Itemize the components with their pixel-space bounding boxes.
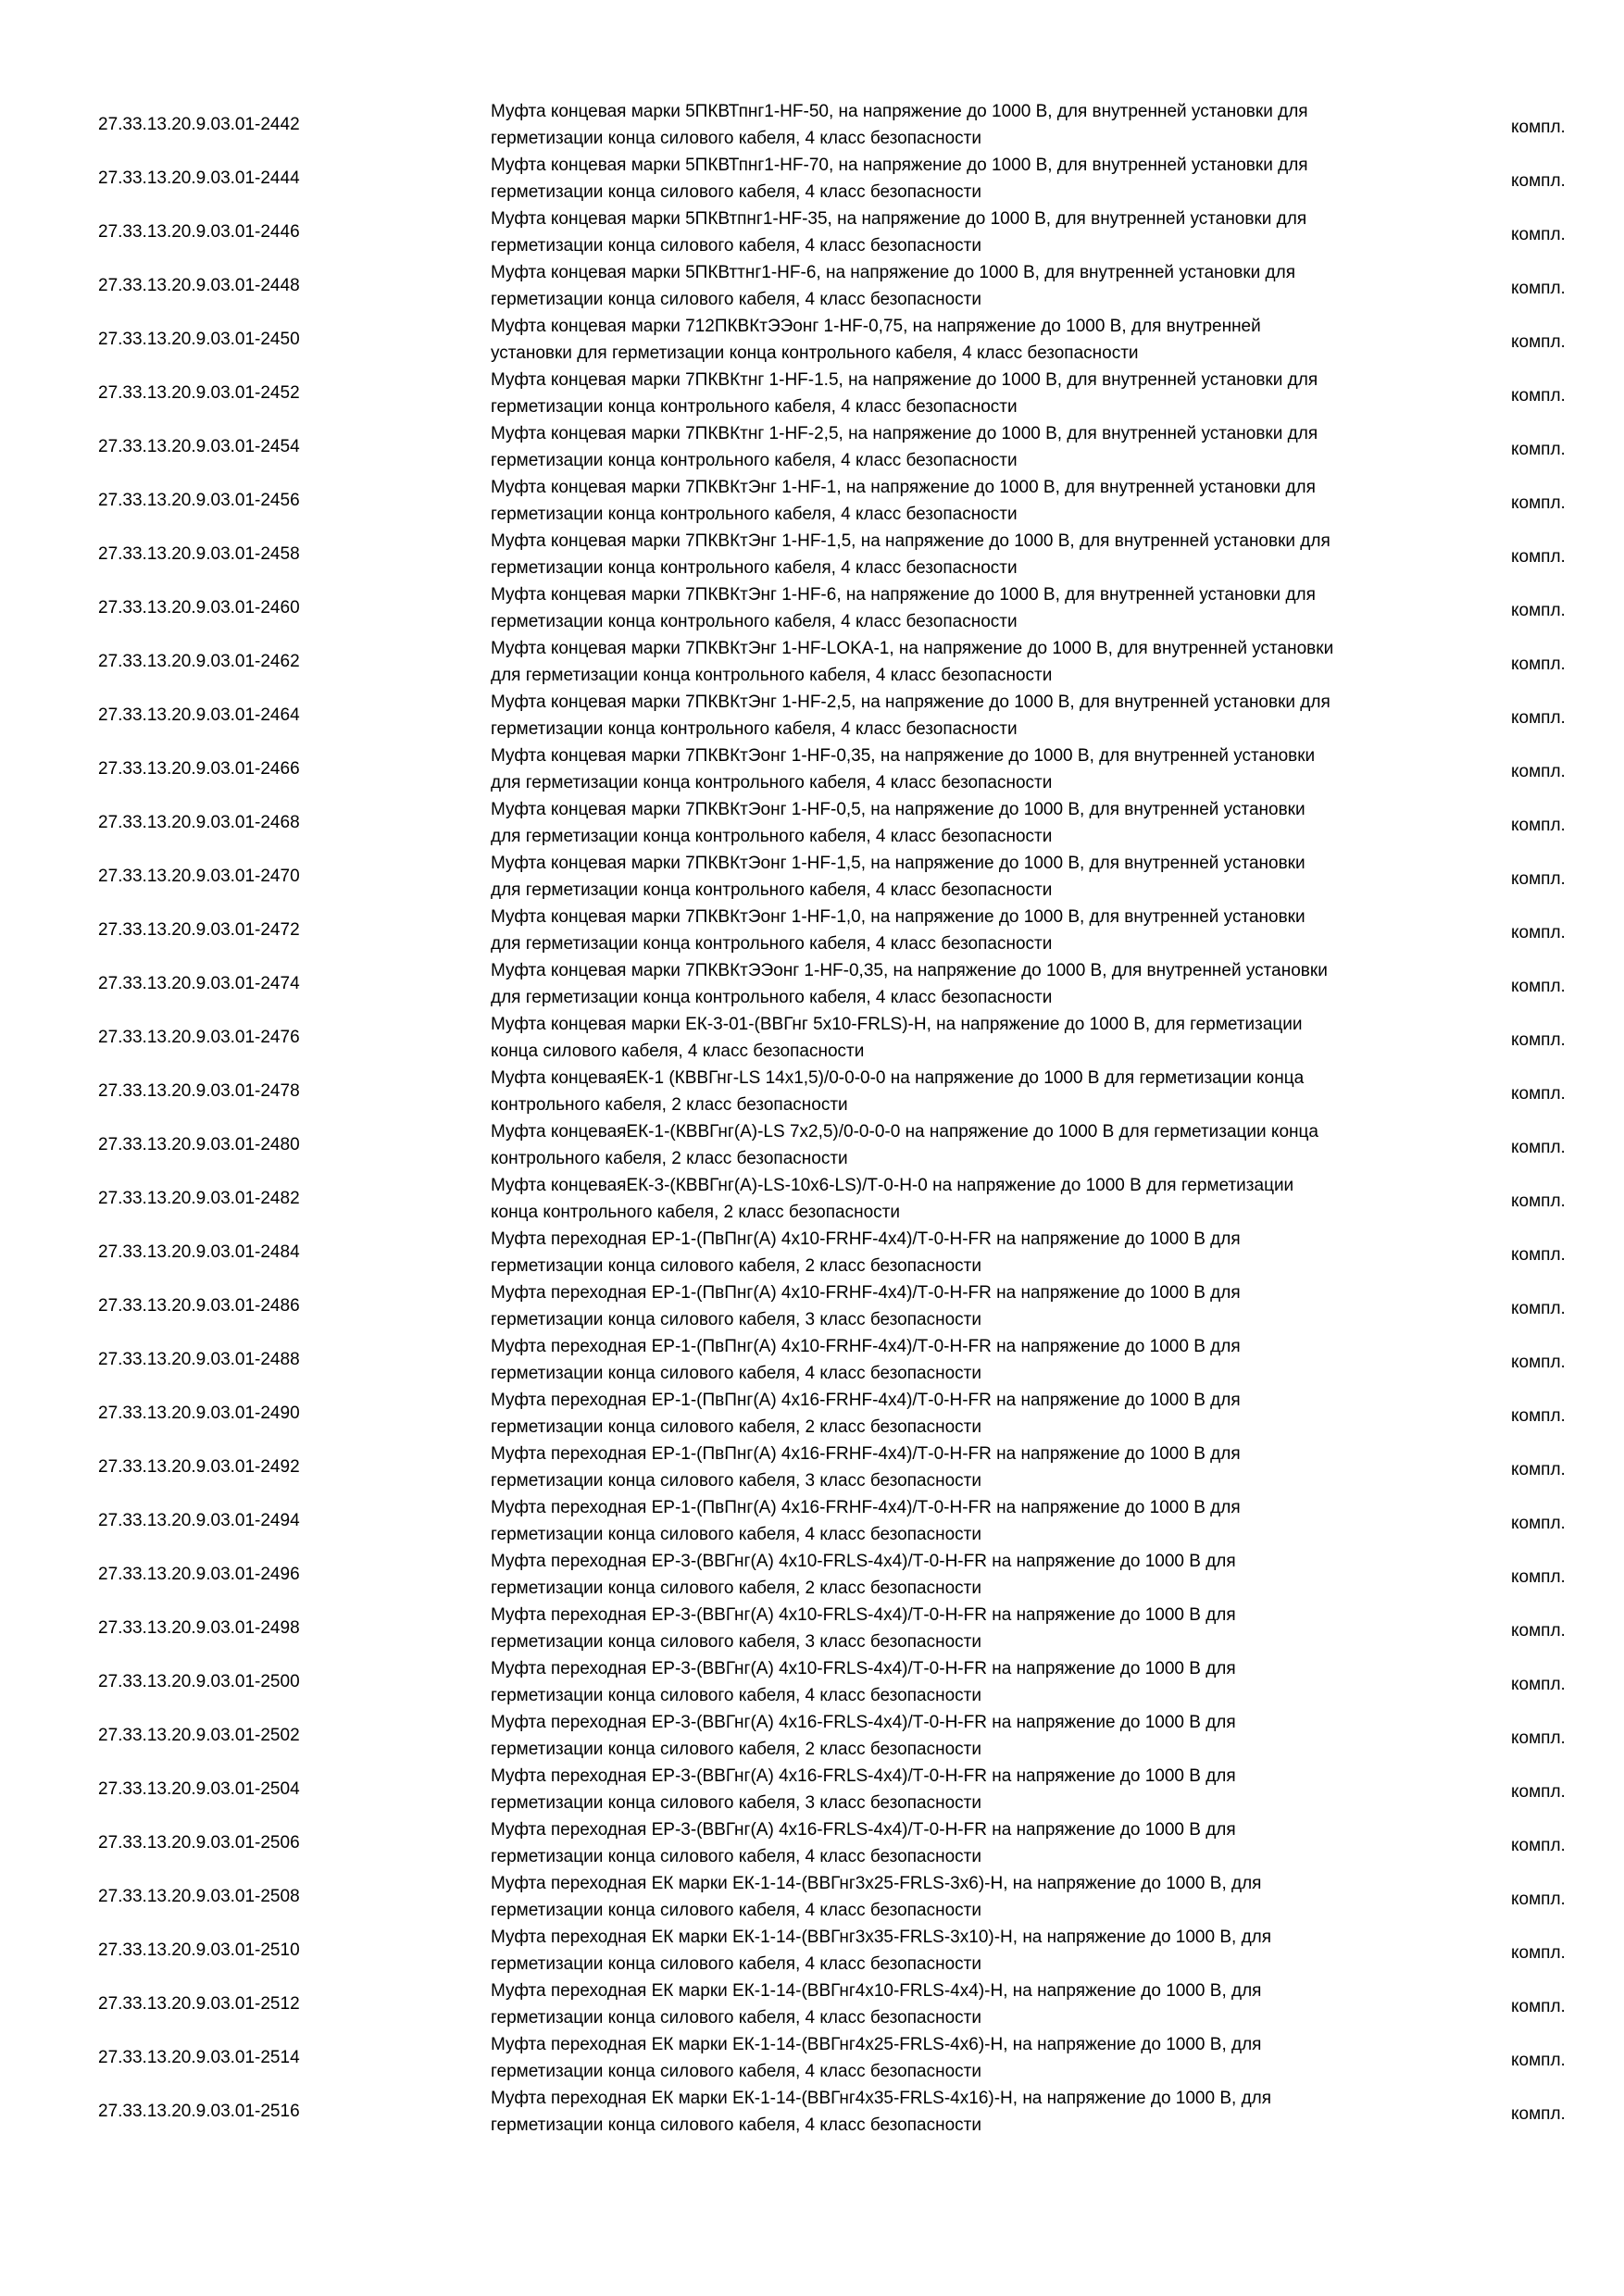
item-unit: компл. — [1511, 869, 1566, 889]
item-unit: компл. — [1511, 1299, 1566, 1318]
item-code: 27.33.13.20.9.03.01-2484 — [98, 1242, 300, 1262]
item-unit: компл. — [1511, 1567, 1566, 1587]
item-description — [491, 1494, 1454, 1548]
item-description — [491, 1011, 1454, 1065]
item-unit: компл. — [1511, 1621, 1566, 1641]
item-unit: компл. — [1511, 1997, 1566, 2016]
description-line: Муфта переходная ЕК марки ЕК-1-14-(ВВГнг4х10-FRLS-4х4)-Н, на напряжение до 1000 В, для — [491, 1981, 1262, 2001]
description-line: Муфта концевая марки 712ПКВКтЭЭонг 1-HF-0,75, на напряжение до 1000 В, для внутренней — [491, 317, 1261, 336]
item-code: 27.33.13.20.9.03.01-2452 — [98, 383, 300, 403]
table-row — [0, 1763, 1624, 1816]
item-code: 27.33.13.20.9.03.01-2478 — [98, 1081, 300, 1101]
description-line: герметизации конца силового кабеля, 4 класс безопасности — [491, 1847, 981, 1866]
item-code: 27.33.13.20.9.03.01-2488 — [98, 1350, 300, 1369]
item-unit: компл. — [1511, 1353, 1566, 1372]
item-description — [491, 2031, 1454, 2085]
item-unit: компл. — [1511, 1084, 1566, 1104]
item-code: 27.33.13.20.9.03.01-2510 — [98, 1940, 300, 1960]
description-line: Муфта концевая марки 7ПКВКтЭнг 1-HF-6, на напряжение до 1000 В, для внутренней установки для — [491, 585, 1316, 605]
item-code: 27.33.13.20.9.03.01-2458 — [98, 544, 300, 564]
description-line: герметизации конца контрольного кабеля, 4 класс безопасности — [491, 612, 1018, 631]
table-row — [0, 259, 1624, 313]
description-line: Муфта концевая марки 7ПКВКтЭЭонг 1-HF-0,35, на напряжение до 1000 В, для внутренней установки — [491, 961, 1328, 980]
description-line: герметизации конца силового кабеля, 4 класс безопасности — [491, 236, 981, 256]
table-row — [0, 1333, 1624, 1387]
table-row — [0, 420, 1624, 474]
description-line: герметизации конца силового кабеля, 4 класс безопасности — [491, 2062, 981, 2081]
description-line: Муфта концевая марки 7ПКВКтЭнг 1-HF-1, на напряжение до 1000 В, для внутренней установки для — [491, 478, 1316, 497]
item-code: 27.33.13.20.9.03.01-2492 — [98, 1457, 300, 1477]
item-code: 27.33.13.20.9.03.01-2442 — [98, 115, 300, 134]
item-unit: компл. — [1511, 655, 1566, 674]
item-unit: компл. — [1511, 1192, 1566, 1211]
description-line: герметизации конца силового кабеля, 3 класс безопасности — [491, 1310, 981, 1329]
description-line: Муфта концевая марки 7ПКВКтЭонг 1-HF-0,5, на напряжение до 1000 В, для внутренней установки — [491, 800, 1305, 819]
item-code: 27.33.13.20.9.03.01-2506 — [98, 1833, 300, 1853]
table-row — [0, 1441, 1624, 1494]
item-description — [491, 367, 1454, 420]
item-unit: компл. — [1511, 1406, 1566, 1426]
description-line: герметизации конца контрольного кабеля, 4 класс безопасности — [491, 397, 1018, 417]
item-description — [491, 1333, 1454, 1387]
table-row — [0, 1709, 1624, 1763]
item-description — [491, 152, 1454, 206]
table-row — [0, 742, 1624, 796]
table-row — [0, 2031, 1624, 2085]
item-code: 27.33.13.20.9.03.01-2468 — [98, 813, 300, 832]
item-description — [491, 850, 1454, 904]
description-line: Муфта концевая марки 5ПКВтпнг1-HF-35, на напряжение до 1000 В, для внутренней установки для — [491, 209, 1307, 229]
description-line: Муфта концевая марки 7ПКВКтнг 1-HF-1.5, на напряжение до 1000 В, для внутренней установки для — [491, 370, 1318, 390]
description-line: герметизации конца силового кабеля, 4 класс безопасности — [491, 1954, 981, 1974]
item-description — [491, 581, 1454, 635]
description-line: Муфта концевая марки 5ПКВттнг1-HF-6, на напряжение до 1000 В, для внутренней установки для — [491, 263, 1295, 282]
price-table — [0, 98, 1624, 2139]
table-row — [0, 1978, 1624, 2031]
item-code: 27.33.13.20.9.03.01-2504 — [98, 1779, 300, 1799]
item-unit: компл. — [1511, 1728, 1566, 1748]
item-code: 27.33.13.20.9.03.01-2516 — [98, 2102, 300, 2121]
description-line: Муфта переходная ЕР-3-(ВВГнг(А) 4х16-FRLS-4х4)/Т-0-Н-FR на напряжение до 1000 В для — [491, 1766, 1236, 1786]
item-code: 27.33.13.20.9.03.01-2502 — [98, 1726, 300, 1745]
table-row — [0, 1548, 1624, 1602]
description-line: герметизации конца силового кабеля, 4 класс безопасности — [491, 129, 981, 148]
item-unit: компл. — [1511, 332, 1566, 352]
item-unit: компл. — [1511, 1460, 1566, 1479]
item-unit: компл. — [1511, 1030, 1566, 1050]
table-row — [0, 1494, 1624, 1548]
table-row — [0, 206, 1624, 259]
item-description — [491, 1118, 1454, 1172]
item-description — [491, 206, 1454, 259]
item-unit: компл. — [1511, 118, 1566, 137]
table-row — [0, 1387, 1624, 1441]
description-line: Муфта концеваяЕК-1-(КВВГнг(А)-LS 7х2,5)/0-0-0-0 на напряжение до 1000 В для герметизации конца — [491, 1122, 1318, 1142]
description-line: герметизации конца силового кабеля, 2 класс безопасности — [491, 1417, 981, 1437]
item-unit: компл. — [1511, 1675, 1566, 1694]
item-code: 27.33.13.20.9.03.01-2498 — [98, 1618, 300, 1638]
item-code: 27.33.13.20.9.03.01-2454 — [98, 437, 300, 456]
table-row — [0, 581, 1624, 635]
description-line: Муфта переходная ЕР-3-(ВВГнг(А) 4х10-FRLS-4х4)/Т-0-Н-FR на напряжение до 1000 В для — [491, 1659, 1236, 1678]
description-line: герметизации конца силового кабеля, 3 класс безопасности — [491, 1632, 981, 1652]
description-line: Муфта переходная ЕР-1-(ПвПнг(А) 4х16-FRHF-4х4)/Т-0-Н-FR на напряжение до 1000 В для — [491, 1444, 1241, 1464]
item-description — [491, 2085, 1454, 2139]
item-unit: компл. — [1511, 2104, 1566, 2124]
table-row — [0, 1924, 1624, 1978]
item-code: 27.33.13.20.9.03.01-2496 — [98, 1565, 300, 1584]
item-unit: компл. — [1511, 386, 1566, 406]
item-description — [491, 1655, 1454, 1709]
table-row — [0, 635, 1624, 689]
description-line: конца силового кабеля, 4 класс безопасности — [491, 1042, 865, 1061]
table-row — [0, 528, 1624, 581]
item-code: 27.33.13.20.9.03.01-2466 — [98, 759, 300, 779]
table-row — [0, 152, 1624, 206]
description-line: Муфта переходная ЕР-3-(ВВГнг(А) 4х10-FRLS-4х4)/Т-0-Н-FR на напряжение до 1000 В для — [491, 1552, 1236, 1571]
table-row — [0, 1602, 1624, 1655]
item-description — [491, 1602, 1454, 1655]
description-line: Муфта переходная ЕК марки ЕК-1-14-(ВВГнг4х25-FRLS-4х6)-Н, на напряжение до 1000 В, для — [491, 2035, 1262, 2054]
item-unit: компл. — [1511, 816, 1566, 835]
item-unit: компл. — [1511, 977, 1566, 996]
item-description — [491, 742, 1454, 796]
table-row — [0, 1065, 1624, 1118]
description-line: Муфта переходная ЕР-1-(ПвПнг(А) 4х10-FRHF-4х4)/Т-0-Н-FR на напряжение до 1000 В для — [491, 1337, 1241, 1356]
item-description — [491, 420, 1454, 474]
description-line: герметизации конца силового кабеля, 4 класс безопасности — [491, 1901, 981, 1920]
description-line: контрольного кабеля, 2 класс безопасности — [491, 1095, 848, 1115]
description-line: Муфта переходная ЕК марки ЕК-1-14-(ВВГнг3х35-FRLS-3х10)-Н, на напряжение до 1000 В, для — [491, 1928, 1272, 1947]
description-line: Муфта переходная ЕК марки ЕК-1-14-(ВВГнг4х35-FRLS-4х16)-Н, на напряжение до 1000 В, для — [491, 2089, 1272, 2108]
table-row — [0, 313, 1624, 367]
description-line: для герметизации конца контрольного кабеля, 4 класс безопасности — [491, 827, 1053, 846]
table-row — [0, 1172, 1624, 1226]
item-unit: компл. — [1511, 2051, 1566, 2070]
item-unit: компл. — [1511, 923, 1566, 942]
description-line: герметизации конца контрольного кабеля, 4 класс безопасности — [491, 558, 1018, 578]
description-line: герметизации конца контрольного кабеля, 4 класс безопасности — [491, 719, 1018, 739]
item-description — [491, 1065, 1454, 1118]
item-code: 27.33.13.20.9.03.01-2450 — [98, 330, 300, 349]
table-row — [0, 1118, 1624, 1172]
item-description — [491, 313, 1454, 367]
description-line: герметизации конца силового кабеля, 2 класс безопасности — [491, 1256, 981, 1276]
table-row — [0, 689, 1624, 742]
description-line: Муфта концевая марки 7ПКВКтЭнг 1-HF-LOKA-1, на напряжение до 1000 В, для внутренней установки — [491, 639, 1334, 658]
item-code: 27.33.13.20.9.03.01-2494 — [98, 1511, 300, 1530]
table-row — [0, 1279, 1624, 1333]
description-line: Муфта переходная ЕР-1-(ПвПнг(А) 4х10-FRHF-4х4)/Т-0-Н-FR на напряжение до 1000 В для — [491, 1283, 1241, 1303]
item-code: 27.33.13.20.9.03.01-2508 — [98, 1887, 300, 1906]
item-description — [491, 1763, 1454, 1816]
item-description — [491, 1978, 1454, 2031]
description-line: Муфта переходная ЕР-1-(ПвПнг(А) 4х16-FRHF-4х4)/Т-0-Н-FR на напряжение до 1000 В для — [491, 1498, 1241, 1517]
table-row — [0, 367, 1624, 420]
item-unit: компл. — [1511, 547, 1566, 567]
description-line: Муфта концеваяЕК-3-(КВВГнг(А)-LS-10х6-LS)/Т-0-Н-0 на напряжение до 1000 В для герметизации — [491, 1176, 1294, 1195]
item-description — [491, 474, 1454, 528]
item-code: 27.33.13.20.9.03.01-2460 — [98, 598, 300, 618]
item-description — [491, 1924, 1454, 1978]
item-description — [491, 1709, 1454, 1763]
item-description — [491, 98, 1454, 152]
item-code: 27.33.13.20.9.03.01-2480 — [98, 1135, 300, 1154]
description-line: герметизации конца силового кабеля, 3 класс безопасности — [491, 1471, 981, 1491]
table-row — [0, 2085, 1624, 2139]
table-row — [0, 1870, 1624, 1924]
item-description — [491, 796, 1454, 850]
item-unit: компл. — [1511, 279, 1566, 298]
description-line: Муфта переходная ЕК марки ЕК-1-14-(ВВГнг3х25-FRLS-3х6)-Н, на напряжение до 1000 В, для — [491, 1874, 1262, 1893]
description-line: Муфта концевая марки 7ПКВКтЭонг 1-HF-1,5, на напряжение до 1000 В, для внутренней установки — [491, 854, 1305, 873]
item-description — [491, 957, 1454, 1011]
item-code: 27.33.13.20.9.03.01-2446 — [98, 222, 300, 242]
item-code: 27.33.13.20.9.03.01-2444 — [98, 168, 300, 188]
description-line: герметизации конца контрольного кабеля, 4 класс безопасности — [491, 505, 1018, 524]
description-line: для герметизации конца контрольного кабеля, 4 класс безопасности — [491, 880, 1053, 900]
table-row — [0, 474, 1624, 528]
item-description — [491, 1226, 1454, 1279]
item-description — [491, 259, 1454, 313]
item-code: 27.33.13.20.9.03.01-2500 — [98, 1672, 300, 1691]
description-line: Муфта концевая марки 5ПКВТпнг1-HF-70, на напряжение до 1000 В, для внутренней установки для — [491, 156, 1308, 175]
description-line: конца контрольного кабеля, 2 класс безопасности — [491, 1203, 900, 1222]
description-line: Муфта концевая марки 7ПКВКтЭонг 1-HF-1,0, на напряжение до 1000 В, для внутренней установки — [491, 907, 1305, 927]
item-unit: компл. — [1511, 601, 1566, 620]
item-description — [491, 904, 1454, 957]
description-line: для герметизации конца контрольного кабеля, 4 класс безопасности — [491, 773, 1053, 792]
description-line: Муфта переходная ЕР-1-(ПвПнг(А) 4х16-FRHF-4х4)/Т-0-Н-FR на напряжение до 1000 В для — [491, 1391, 1241, 1410]
item-description — [491, 528, 1454, 581]
table-row — [0, 796, 1624, 850]
item-description — [491, 1172, 1454, 1226]
item-code: 27.33.13.20.9.03.01-2456 — [98, 491, 300, 510]
table-row — [0, 1655, 1624, 1709]
description-line: Муфта переходная ЕР-3-(ВВГнг(А) 4х16-FRLS-4х4)/Т-0-Н-FR на напряжение до 1000 В для — [491, 1713, 1236, 1732]
table-row — [0, 1816, 1624, 1870]
description-line: герметизации конца силового кабеля, 4 класс безопасности — [491, 290, 981, 309]
item-description — [491, 1816, 1454, 1870]
item-code: 27.33.13.20.9.03.01-2486 — [98, 1296, 300, 1316]
description-line: Муфта концевая марки ЕК-3-01-(ВВГнг 5х10-FRLS)-Н, на напряжение до 1000 В, для герметизации — [491, 1015, 1303, 1034]
description-line: герметизации конца силового кабеля, 2 класс безопасности — [491, 1740, 981, 1759]
description-line: Муфта переходная ЕР-1-(ПвПнг(А) 4х10-FRHF-4х4)/Т-0-Н-FR на напряжение до 1000 В для — [491, 1229, 1241, 1249]
description-line: Муфта переходная ЕР-3-(ВВГнг(А) 4х16-FRLS-4х4)/Т-0-Н-FR на напряжение до 1000 В для — [491, 1820, 1236, 1840]
description-line: Муфта концевая марки 7ПКВКтЭнг 1-HF-1,5, на напряжение до 1000 В, для внутренней установки для — [491, 531, 1330, 551]
item-code: 27.33.13.20.9.03.01-2472 — [98, 920, 300, 940]
description-line: герметизации конца силового кабеля, 4 класс безопасности — [491, 2008, 981, 2028]
description-line: герметизации конца силового кабеля, 4 класс безопасности — [491, 1686, 981, 1705]
item-unit: компл. — [1511, 1138, 1566, 1157]
item-unit: компл. — [1511, 762, 1566, 781]
item-unit: компл. — [1511, 225, 1566, 244]
item-code: 27.33.13.20.9.03.01-2514 — [98, 2048, 300, 2067]
item-unit: компл. — [1511, 1782, 1566, 1802]
description-line: установки для герметизации конца контрольного кабеля, 4 класс безопасности — [491, 343, 1139, 363]
item-unit: компл. — [1511, 493, 1566, 513]
item-description — [491, 1548, 1454, 1602]
item-description — [491, 1279, 1454, 1333]
table-row — [0, 850, 1624, 904]
description-line: герметизации конца силового кабеля, 4 класс безопасности — [491, 182, 981, 202]
description-line: герметизации конца силового кабеля, 4 класс безопасности — [491, 1364, 981, 1383]
item-unit: компл. — [1511, 440, 1566, 459]
description-line: Муфта концевая марки 5ПКВТпнг1-HF-50, на напряжение до 1000 В, для внутренней установки для — [491, 102, 1308, 121]
item-description — [491, 635, 1454, 689]
description-line: герметизации конца силового кабеля, 3 класс безопасности — [491, 1793, 981, 1813]
item-description — [491, 1387, 1454, 1441]
description-line: контрольного кабеля, 2 класс безопасности — [491, 1149, 848, 1168]
table-row — [0, 904, 1624, 957]
table-row — [0, 1011, 1624, 1065]
item-unit: компл. — [1511, 1943, 1566, 1963]
item-unit: компл. — [1511, 708, 1566, 728]
item-code: 27.33.13.20.9.03.01-2474 — [98, 974, 300, 993]
description-line: Муфта переходная ЕР-3-(ВВГнг(А) 4х10-FRLS-4х4)/Т-0-Н-FR на напряжение до 1000 В для — [491, 1605, 1236, 1625]
description-line: герметизации конца силового кабеля, 2 класс безопасности — [491, 1578, 981, 1598]
description-line: для герметизации конца контрольного кабеля, 4 класс безопасности — [491, 988, 1053, 1007]
description-line: для герметизации конца контрольного кабеля, 4 класс безопасности — [491, 666, 1053, 685]
item-code: 27.33.13.20.9.03.01-2490 — [98, 1404, 300, 1423]
description-line: Муфта концевая марки 7ПКВКтЭонг 1-HF-0,35, на напряжение до 1000 В, для внутренней установки — [491, 746, 1316, 766]
item-unit: компл. — [1511, 1836, 1566, 1855]
item-description — [491, 1870, 1454, 1924]
table-row — [0, 98, 1624, 152]
item-code: 27.33.13.20.9.03.01-2470 — [98, 867, 300, 886]
item-unit: компл. — [1511, 1514, 1566, 1533]
item-unit: компл. — [1511, 1245, 1566, 1265]
description-line: для герметизации конца контрольного кабеля, 4 класс безопасности — [491, 934, 1053, 954]
description-line: герметизации конца силового кабеля, 4 класс безопасности — [491, 1525, 981, 1544]
description-line: герметизации конца контрольного кабеля, 4 класс безопасности — [491, 451, 1018, 470]
item-description — [491, 689, 1454, 742]
item-code: 27.33.13.20.9.03.01-2462 — [98, 652, 300, 671]
item-code: 27.33.13.20.9.03.01-2448 — [98, 276, 300, 295]
table-row — [0, 1226, 1624, 1279]
item-code: 27.33.13.20.9.03.01-2512 — [98, 1994, 300, 2014]
description-line: Муфта концеваяЕК-1 (КВВГнг-LS 14х1,5)/0-0-0-0 на напряжение до 1000 В для герметизации конца — [491, 1068, 1305, 1088]
item-unit: компл. — [1511, 171, 1566, 191]
description-line: Муфта концевая марки 7ПКВКтЭнг 1-HF-2,5, на напряжение до 1000 В, для внутренней установки для — [491, 693, 1330, 712]
item-unit: компл. — [1511, 1890, 1566, 1909]
description-line: Муфта концевая марки 7ПКВКтнг 1-HF-2,5, на напряжение до 1000 В, для внутренней установки для — [491, 424, 1318, 443]
item-code: 27.33.13.20.9.03.01-2476 — [98, 1028, 300, 1047]
table-row — [0, 957, 1624, 1011]
item-code: 27.33.13.20.9.03.01-2482 — [98, 1189, 300, 1208]
item-description — [491, 1441, 1454, 1494]
item-code: 27.33.13.20.9.03.01-2464 — [98, 705, 300, 725]
description-line: герметизации конца силового кабеля, 4 класс безопасности — [491, 2115, 981, 2135]
